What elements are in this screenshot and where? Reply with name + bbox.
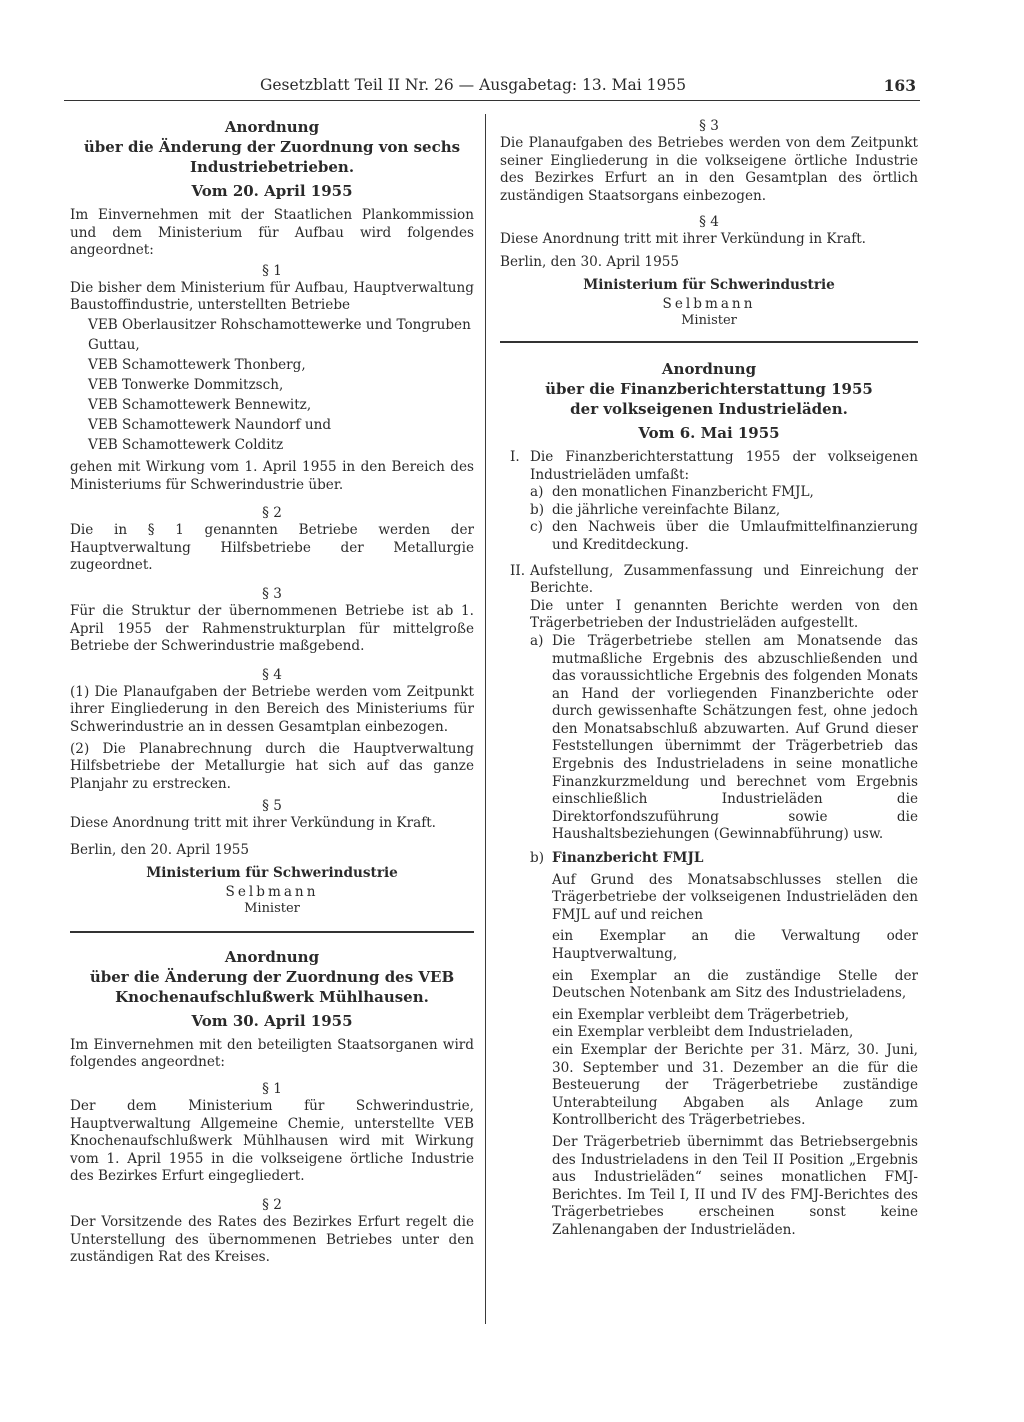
ordinance-3 <box>500 359 918 1240</box>
ordinance-2-section-1-text: Der dem Ministerium für Schwerindustrie, Hauptverwaltung Allgemeine Chemie, unterstellte VEB Knochenaufschlußwerk Mühlhausen wird mit Wirkung vom 1. April 1955 in die volkseigene örtliche Industrie des Bezirkes Erfurt eingegliedert. <box>70 1098 474 1185</box>
enterprise-list-item: VEB Schamottewerk Colditz <box>88 436 284 453</box>
distribution-item: ein Exemplar verbleibt dem Industrieladen, <box>552 1024 854 1041</box>
ordinance-3-heading-1: Anordnung <box>661 359 757 378</box>
section-divider <box>500 341 918 343</box>
part-i-item-text: den Nachweis über die Umlaufmittelfinanzierung und Kreditdeckung. <box>552 519 918 553</box>
part-ii-text: Aufstellung, Zusammenfassung und Einreichung der Berichte. <box>530 562 918 597</box>
ordinance-2-section-3-text: Die Planaufgaben des Betriebes werden von dem Zeitpunkt seiner Eingliederung in die volkseigene örtliche Industrie des Bezirkes Erfurt an in den Gesamtplan des örtlich zuständigen Staatsorgans einbezogen. <box>500 135 918 204</box>
ordinance-2-ministry: Ministerium für Schwerindustrie <box>583 276 835 293</box>
ordinance-2-section-2-text: Der Vorsitzende des Rates des Bezirkes Erfurt regelt die Unterstellung des übernommenen Betriebes unter den zuständigen Rat des Kreises. <box>70 1214 474 1266</box>
part-ii-marker: II. <box>510 562 526 579</box>
right-column <box>500 117 918 1240</box>
ordinance-2-section-4-label: § 4 <box>699 214 719 231</box>
ordinance-1-section-1-label: § 1 <box>262 262 282 279</box>
part-ii-b-tail: Der Trägerbetrieb übernimmt das Betriebsergebnis des Industrieladens in den Teil II Position „Ergebnis aus Industrieläden“ seines monatlichen FMJ-Berichtes. Im Teil I, II und IV des FMJ-Berichtes des Trägerbetriebes erscheinen sonst keine Zahlenangaben der Industrieläden. <box>552 1133 918 1238</box>
part-ii-a-text: Die Trägerbetriebe stellen am Monatsende das mutmaßliche Ergebnis des abzuschließenden und das voraussichtliche Ergebnis des folgenden Monats an Hand der vorliegenden Finanzberichte oder durch gewissenhafte Schätzungen fest, ohne jedoch den Monatsabschluß abzuwarten. Auf Grund dieser Feststellungen übernimmt der Trägerbetrieb das Ergebnis des Industrieladens in seine monatliche Finanzkurzmeldung und berechnet vom Ergebnis einschließlich Industrieläden die Direktorfondszuführung sowie die Haushaltsbeziehungen (Gewinnabführung) usw. <box>552 632 918 843</box>
ordinance-1-date: Vom 20. April 1955 <box>191 182 353 200</box>
ordinance-1-heading-1: Anordnung <box>224 118 320 136</box>
ordinance-2-continued <box>500 117 918 329</box>
ordinance-2-signer-role: Minister <box>681 312 737 328</box>
part-ii-b <box>500 850 918 868</box>
part-i-item-marker: c) <box>530 519 543 536</box>
ordinance-1-section-4-label: § 4 <box>262 666 282 683</box>
ordinance-1-section-1-tail: gehen mit Wirkung vom 1. April 1955 in den Bereich des Ministeriums für Schwerindustrie über. <box>70 458 474 493</box>
enterprise-list-item: VEB Oberlausitzer Rohschamottewerke und Tongruben Guttau, <box>88 316 471 353</box>
part-i-item <box>500 502 918 520</box>
part-ii-a-marker: a) <box>530 632 544 649</box>
distribution-item: ein Exemplar an die zuständige Stelle der Deutschen Notenbank am Sitz des Industrieladens, <box>552 967 918 1002</box>
part-i-item-text: die jährliche vereinfachte Bilanz, <box>552 501 781 518</box>
ordinance-2-section-4-text: Diese Anordnung tritt mit ihrer Verkündung in Kraft. <box>500 231 867 248</box>
part-i-item <box>500 484 918 502</box>
part-ii <box>500 563 918 598</box>
distribution-item: ein Exemplar verbleibt dem Trägerbetrieb, <box>552 1006 850 1023</box>
ordinance-2-section-3-label: § 3 <box>699 118 719 134</box>
ordinance-1-section-1-text: Die bisher dem Ministerium für Aufbau, Hauptverwaltung Baustoffindustrie, unterstellten Betriebe <box>70 279 474 314</box>
part-ii-a <box>500 633 918 844</box>
ordinance-1-signer: Selbmann <box>225 883 319 900</box>
part-ii-b-text: Auf Grund des Monatsabschlusses stellen die Trägerbetriebe der volkseigenen Industrieläden den FMJL auf und reichen <box>552 871 918 923</box>
ordinance-1-heading-2: über die Änderung der Zuordnung von sechs <box>83 138 461 156</box>
ordinance-1-heading-3: Industriebetrieben. <box>189 158 355 176</box>
part-i-item-marker: a) <box>530 484 544 501</box>
ordinance-3-heading-2: über die Finanzberichterstattung 1955 <box>545 379 873 398</box>
part-i-item-text: den monatlichen Finanzbericht FMJL, <box>552 484 814 501</box>
enterprise-list-item: VEB Schamottewerk Thonberg, <box>88 356 306 373</box>
enterprise-list-item: VEB Schamottewerk Bennewitz, <box>88 396 312 413</box>
ordinance-2-signer: Selbmann <box>662 295 756 312</box>
distribution-item: ein Exemplar der Berichte per 31. März, 30. Juni, 30. September und 31. Dezember an die für die Besteuerung der Trägerbetriebe zuständige Unterabteilung Abgaben als Anlage zum Kontrollbericht des Trägerbetriebes. <box>552 1041 918 1129</box>
distribution-item: ein Exemplar an die Verwaltung oder Hauptverwaltung, <box>552 928 918 962</box>
ordinance-1-section-2-text: Die in § 1 genannten Betriebe werden der Hauptverwaltung Hilfsbetriebe der Metallurgie zugeordnet. <box>70 522 474 574</box>
ordinance-1-section-3-text: Für die Struktur der übernommenen Betriebe ist ab 1. April 1955 der Rahmenstrukturplan für mittelgroße Betriebe der Schwerindustrie maßgebend. <box>70 602 474 655</box>
enterprise-list-item: VEB Schamottewerk Naundorf und <box>88 416 332 433</box>
page-number: 163 <box>883 76 916 95</box>
part-i-item <box>500 519 918 554</box>
ordinance-2-intro: Im Einvernehmen mit den beteiligten Staatsorganen wird folgendes angeordnet: <box>70 1036 474 1071</box>
part-i-item-marker: b) <box>530 501 545 518</box>
part-ii-b-label: Finanzbericht FMJL <box>552 850 704 867</box>
ordinance-2-date: Vom 30. April 1955 <box>191 1011 353 1030</box>
part-ii-b-marker: b) <box>530 850 545 867</box>
enterprise-list <box>70 315 474 455</box>
ordinance-3-heading-3: der volkseigenen Industrieläden. <box>570 399 848 418</box>
ordinance-2 <box>70 947 474 1267</box>
header-rule <box>64 100 920 101</box>
part-i-text: Die Finanzberichterstattung 1955 der volkseigenen Industrieläden umfaßt: <box>530 448 918 483</box>
ordinance-1-intro: Im Einvernehmen mit der Staatlichen Plankommission und dem Ministerium für Aufbau wird folgendes angeordnet: <box>70 207 474 259</box>
ordinance-1 <box>70 117 474 917</box>
ordinance-2-place-date: Berlin, den 30. April 1955 <box>500 253 680 270</box>
column-divider <box>485 114 486 1324</box>
ordinance-1-section-4-para-1: (1) Die Planaufgaben der Betriebe werden vom Zeitpunkt ihrer Eingliederung in den Bereich des Ministeriums für Schwerindustrie an in dessen Gesamtplan einbezogen. <box>70 683 474 735</box>
gazette-header-title: Gesetzblatt Teil II Nr. 26 — Ausgabetag: 13. Mai 1955 <box>260 76 687 94</box>
left-column <box>70 117 474 1267</box>
section-divider <box>70 931 474 933</box>
ordinance-2-heading-3: Knochenaufschlußwerk Mühlhausen. <box>115 987 429 1006</box>
ordinance-2-heading-2: über die Änderung der Zuordnung des VEB <box>89 967 455 986</box>
ordinance-1-section-3-label: § 3 <box>262 585 282 602</box>
enterprise-list-item: VEB Tonwerke Dommitzsch, <box>88 376 284 393</box>
part-i-marker: I. <box>510 448 520 465</box>
ordinance-1-section-5-text: Diese Anordnung tritt mit ihrer Verkündung in Kraft. <box>70 815 437 832</box>
ordinance-1-place-date: Berlin, den 20. April 1955 <box>70 841 250 858</box>
ordinance-3-date: Vom 6. Mai 1955 <box>638 423 780 442</box>
ordinance-2-section-2-label: § 2 <box>262 1197 282 1214</box>
part-ii-intro: Die unter I genannten Berichte werden von den Trägerbetrieben der Industrieläden aufgestellt. <box>530 597 918 632</box>
ordinance-2-section-1-label: § 1 <box>262 1081 282 1098</box>
ordinance-1-signer-role: Minister <box>244 900 300 916</box>
ordinance-1-ministry: Ministerium für Schwerindustrie <box>146 864 398 881</box>
page-header <box>64 76 920 98</box>
ordinance-2-heading-1: Anordnung <box>224 947 320 966</box>
ordinance-1-section-4-para-2: (2) Die Planabrechnung durch die Hauptverwaltung Hilfsbetriebe der Metallurgie hat sich auf das ganze Planjahr zu erstrecken. <box>70 740 474 792</box>
ordinance-1-section-5-label: § 5 <box>262 798 282 815</box>
ordinance-1-section-2-label: § 2 <box>262 505 282 522</box>
part-i <box>500 449 918 484</box>
